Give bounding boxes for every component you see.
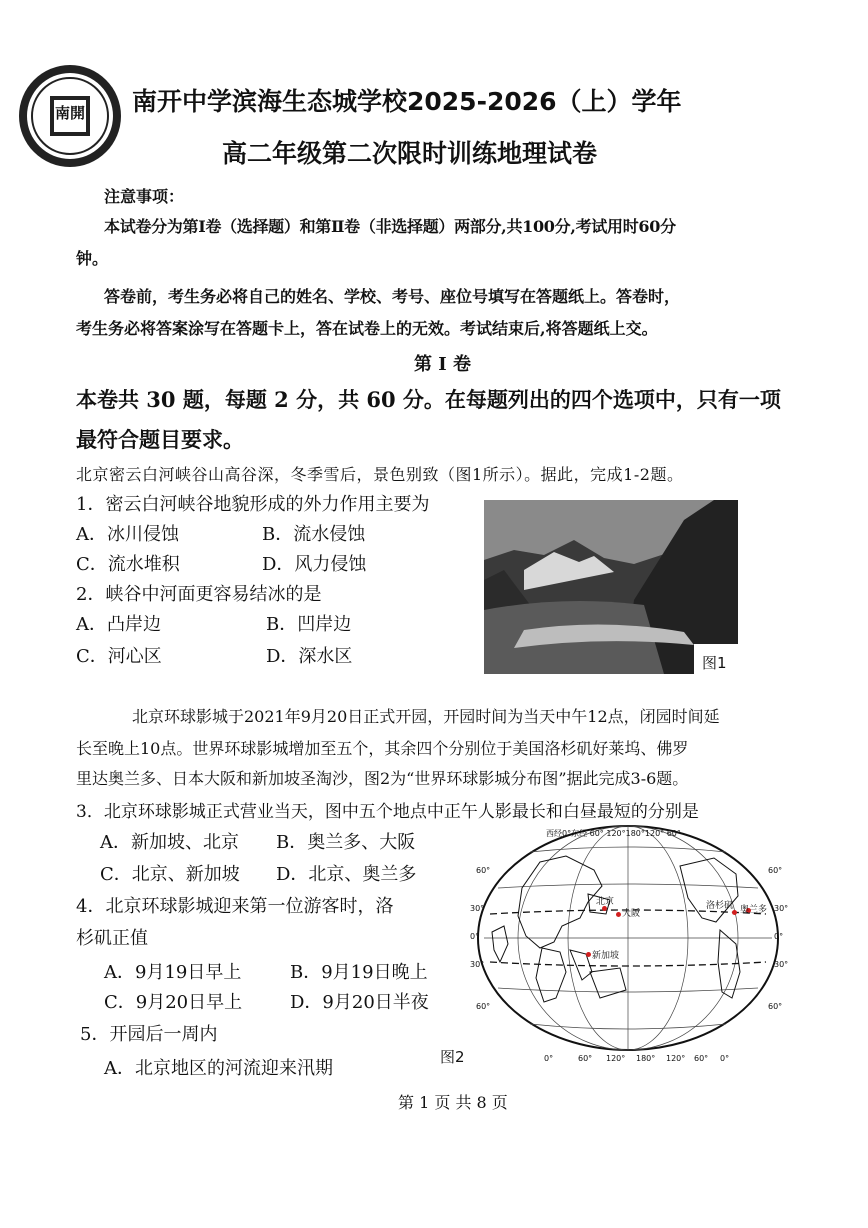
q4-option-d: D．9月20日半夜 bbox=[290, 992, 429, 1013]
logo-year: 1904 bbox=[60, 142, 84, 152]
city-label-beijing: 北京 bbox=[596, 897, 615, 907]
q3-option-c: C．北京、新加坡 bbox=[100, 864, 240, 885]
section-instructions-line2: 最符合题目要求。 bbox=[76, 427, 244, 452]
map-lon-label: 180° bbox=[636, 1054, 656, 1063]
passage-2-line2: 长至晚上10点。世界环球影城增加至五个，其余四个分别位于美国洛杉矶好莱坞、佛罗 bbox=[76, 739, 689, 758]
q2-option-d: D．深水区 bbox=[266, 646, 353, 667]
figure-2-world-map bbox=[470, 822, 790, 1068]
q3-option-a: A．新加坡、北京 bbox=[100, 832, 239, 853]
map-lon-label: 0° bbox=[544, 1054, 554, 1063]
q5-option-a: A．北京地区的河流迎来汛期 bbox=[104, 1058, 333, 1079]
q3-stem: 3．北京环球影城正式营业当天，图中五个地点中正午人影最长和白昼最短的分别是 bbox=[76, 802, 699, 822]
city-dot-osaka bbox=[616, 912, 621, 917]
passage-2-line3: 里达奥兰多、日本大阪和新加坡圣淘沙，图2为“世界环球影城分布图”据此完成3-6题。 bbox=[76, 769, 689, 788]
city-label-osaka: 大阪 bbox=[622, 909, 641, 919]
q3-option-b: B．奥兰多、大阪 bbox=[276, 832, 416, 853]
map-top-labels: 西经0°东经 60° 120°180°120° 60° bbox=[546, 829, 681, 838]
q1-option-a: A．冰川侵蚀 bbox=[76, 524, 179, 545]
q3-option-d: D．北京、奥兰多 bbox=[276, 864, 417, 885]
map-lat-0-left: 0° bbox=[470, 932, 480, 941]
passage-1: 北京密云白河峡谷山高谷深，冬季雪后，景色别致（图1所示）。据此，完成1-2题。 bbox=[76, 465, 684, 484]
q1-option-c: C．流水堆积 bbox=[76, 554, 180, 575]
school-logo bbox=[16, 62, 124, 170]
map-lon-label: 120° bbox=[666, 1054, 686, 1063]
notice-para2-line1: 答卷前，考生务必将自己的姓名、学校、考号、座位号填写在答题纸上。答卷时， bbox=[104, 287, 681, 306]
logo-text: 南開 bbox=[54, 104, 85, 122]
q2-option-b: B．凹岸边 bbox=[266, 614, 352, 635]
notice-para1-line2: 钟。 bbox=[76, 249, 109, 268]
figure-1-label: 图1 bbox=[702, 654, 727, 672]
section-instructions-line1: 本卷共 30 题，每题 2 分，共 60 分。在每题列出的四个选项中，只有一项 bbox=[76, 387, 781, 412]
q5-stem: 5．开园后一周内 bbox=[80, 1024, 218, 1045]
notice-para1-line1: 本试卷分为第Ⅰ卷（选择题）和第Ⅱ卷（非选择题）两部分,共100分,考试用时60分 bbox=[104, 217, 676, 236]
map-lon-label: 60° bbox=[578, 1054, 593, 1063]
q4-option-c: C．9月20日早上 bbox=[104, 992, 243, 1013]
map-lat-30n-left: 30° bbox=[470, 904, 485, 913]
map-lat-30n-right: 30° bbox=[774, 904, 789, 913]
q1-stem: 1．密云白河峡谷地貌形成的外力作用主要为 bbox=[76, 494, 430, 515]
q1-option-d: D．风力侵蚀 bbox=[262, 554, 367, 575]
q1-option-b: B．流水侵蚀 bbox=[262, 524, 366, 545]
map-lon-label: 0° bbox=[720, 1054, 730, 1063]
passage-2-line1: 北京环球影城于2021年9月20日正式开园，开园时间为当天中午12点，闭园时间延 bbox=[132, 707, 720, 726]
q4-option-b: B．9月19日晚上 bbox=[290, 962, 428, 983]
map-lat-30s-right: 30° bbox=[774, 960, 789, 969]
map-lon-label: 120° bbox=[606, 1054, 626, 1063]
map-lat-60n-right: 60° bbox=[768, 866, 783, 875]
map-lat-60s-right: 60° bbox=[768, 1002, 783, 1011]
map-lat-60n-left: 60° bbox=[476, 866, 491, 875]
map-lat-30s-left: 30° bbox=[470, 960, 485, 969]
figure-2-label: 图2 bbox=[440, 1048, 465, 1066]
map-lon-label: 60° bbox=[694, 1054, 709, 1063]
city-label-los-angeles: 洛杉矶 bbox=[706, 901, 734, 911]
city-dot-singapore bbox=[586, 952, 591, 957]
page-title: 南开中学滨海生态城学校2025-2026（上）学年 bbox=[132, 87, 682, 116]
q2-option-c: C．河心区 bbox=[76, 646, 162, 667]
q2-option-a: A．凸岸边 bbox=[76, 614, 161, 635]
notice-para2-line2: 考生务必将答案涂写在答题卡上，答在试卷上的无效。考试结束后,将答题纸上交。 bbox=[76, 319, 658, 338]
map-lat-0-right: 0° bbox=[774, 932, 784, 941]
city-label-singapore: 新加坡 bbox=[592, 951, 620, 961]
page-footer: 第 1 页 共 8 页 bbox=[398, 1093, 508, 1112]
q2-stem: 2．峡谷中河面更容易结冰的是 bbox=[76, 584, 322, 605]
section-title: 第 I 卷 bbox=[414, 354, 471, 375]
map-lat-60s-left: 60° bbox=[476, 1002, 491, 1011]
city-label-orlando: 奥兰多 bbox=[740, 905, 768, 915]
q4-option-a: A．9月19日早上 bbox=[104, 962, 242, 983]
notice-heading: 注意事项： bbox=[104, 187, 185, 206]
q4-stem-line2: 杉矶正值 bbox=[76, 928, 148, 949]
q4-stem-line1: 4．北京环球影城迎来第一位游客时，洛 bbox=[76, 896, 394, 917]
page-subtitle: 高二年级第二次限时训练地理试卷 bbox=[222, 139, 598, 168]
